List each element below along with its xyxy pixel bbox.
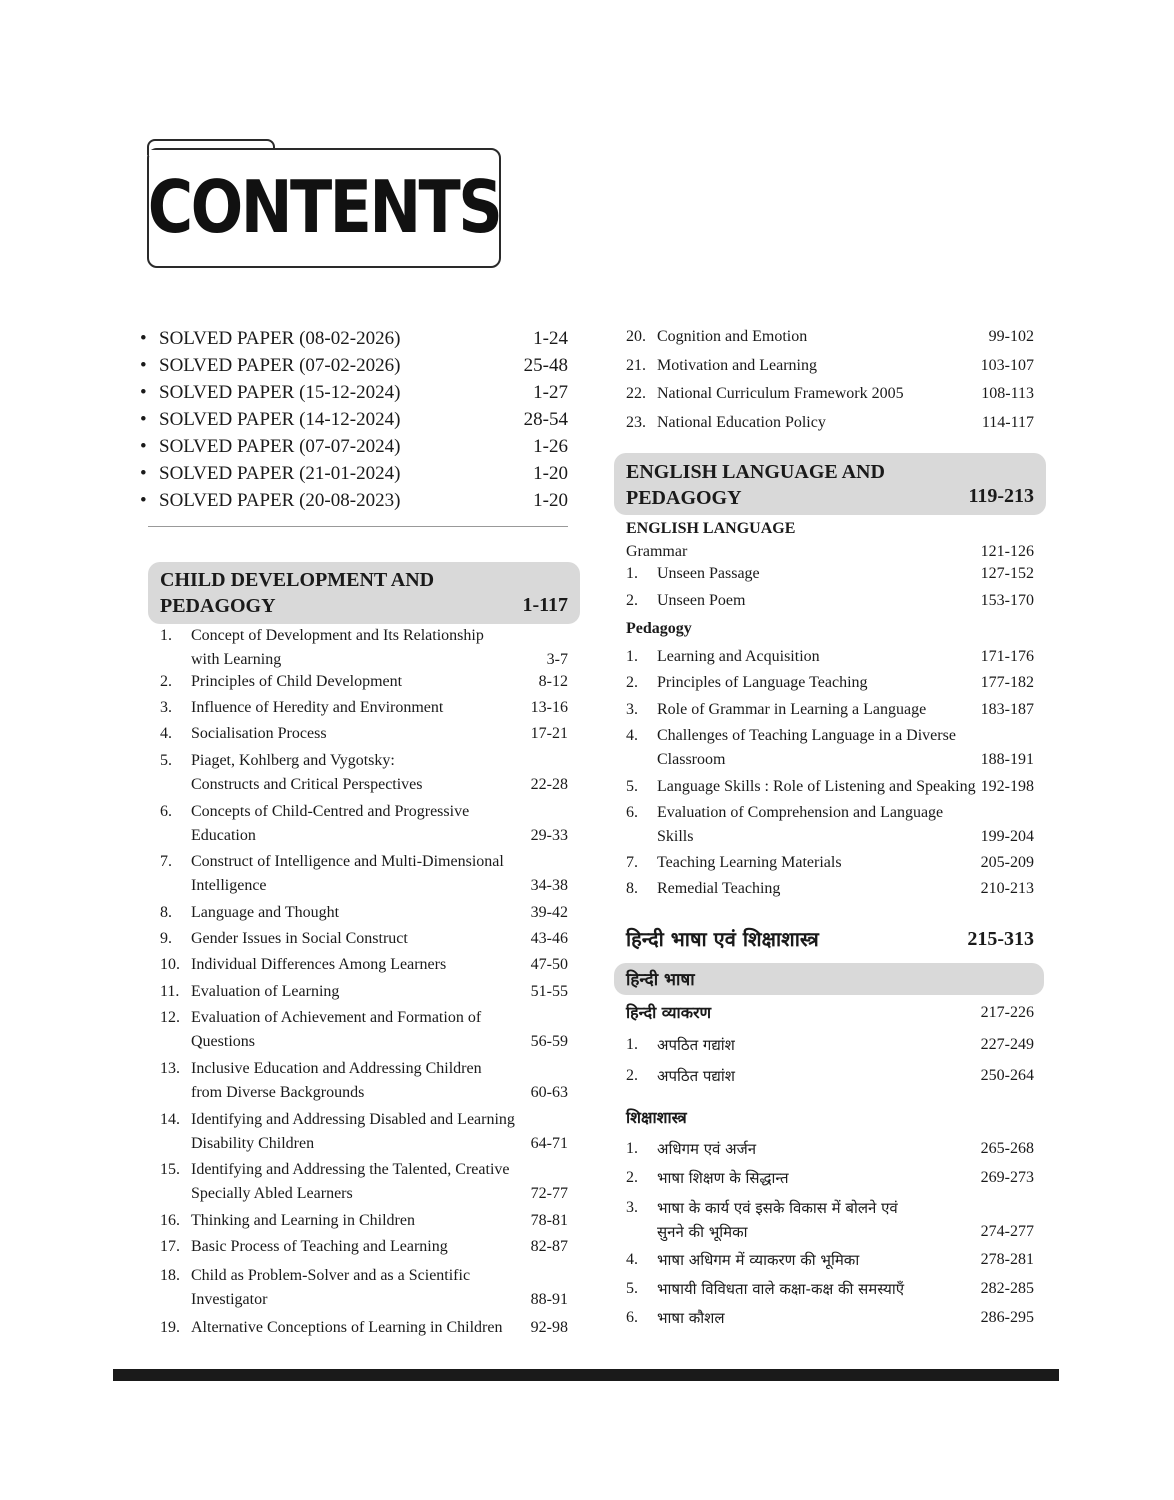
entry-pages: 64-71 [530,1135,568,1152]
entry-title: Role of Grammar in Learning a Language [657,701,927,718]
entry-pages: 13-16 [530,699,568,716]
toc-entry [626,671,1034,695]
entry-title: Alternative Conceptions of Learning in Children [191,1319,503,1336]
entry-title: Individual Differences Among Learners [191,956,447,973]
entry-number: 4. [626,727,638,744]
toc-entry [160,927,568,951]
bullet-icon: • [140,328,147,349]
grammar-pages: 121-126 [980,543,1034,560]
english-pages: 119-213 [968,485,1034,507]
hindi-grammar-pages: 217-226 [980,1004,1034,1021]
toc-entry [626,698,1034,722]
solved-paper-pages: 1-20 [533,463,568,484]
entry-title: Gender Issues in Social Construct [191,930,408,947]
entry-number: 20. [626,328,646,345]
bullet-icon: • [140,463,147,484]
toc-entry [160,1006,568,1054]
toc-entry [626,1064,1034,1088]
entry-title-line2: from Diverse Backgrounds [191,1084,365,1101]
toc-entry [626,724,1034,772]
bullet-icon: • [140,409,147,430]
entry-number: 3. [160,699,172,716]
toc-entry [626,1248,1034,1272]
entry-pages: 227-249 [980,1036,1034,1053]
toc-entry [160,1209,568,1233]
entry-title: Unseen Poem [657,592,746,609]
entry-title-line2: Disability Children [191,1135,315,1152]
entry-title: Principles of Language Teaching [657,674,868,691]
solved-paper-label: SOLVED PAPER (14-12-2024) [159,409,401,430]
entry-pages: 3-7 [546,651,568,668]
entry-title: Socialisation Process [191,725,327,742]
solved-paper-label: SOLVED PAPER (07-02-2026) [159,355,401,376]
entry-pages: 177-182 [980,674,1034,691]
entry-number: 1. [626,565,638,582]
entry-number: 11. [160,983,180,1000]
entry-title: भाषा कौशल [657,1309,725,1327]
entry-pages: 108-113 [981,385,1034,402]
hindi-section-heading [626,924,1034,954]
entry-pages: 183-187 [980,701,1034,718]
entry-pages: 92-98 [530,1319,568,1336]
entry-title: Construct of Intelligence and Multi-Dimensional [191,853,504,870]
entry-title: भाषा अधिगम में व्याकरण की भूमिका [657,1251,860,1269]
entry-pages: 56-59 [530,1033,568,1050]
entry-pages: 82-87 [530,1238,568,1255]
solved-paper-label: SOLVED PAPER (08-02-2026) [159,328,401,349]
entry-title-line2: Specially Abled Learners [191,1185,353,1202]
toc-entry [160,1108,568,1156]
entry-title-line2: Education [191,827,256,844]
toc-entry [626,1306,1034,1330]
entry-number: 6. [626,1309,638,1326]
toc-entry [160,624,568,672]
solved-paper-label: SOLVED PAPER (07-07-2024) [159,436,401,457]
bullet-icon: • [140,436,147,457]
entry-number: 5. [626,1280,638,1297]
entry-number: 3. [626,1199,638,1216]
entry-number: 1. [160,627,172,644]
entry-pages: 60-63 [530,1084,568,1101]
entry-number: 9. [160,930,172,947]
entry-pages: 72-77 [530,1185,568,1202]
toc-entry [626,589,1034,613]
entry-number: 5. [160,752,172,769]
toc-entry [626,775,1034,799]
entry-title: भाषायी विविधता वाले कक्षा-कक्ष की समस्याएँ [657,1280,904,1298]
page-title: CONTENTS [147,165,501,249]
bullet-icon: • [140,490,147,511]
english-language-heading: ENGLISH LANGUAGE [626,520,796,537]
entry-title: Learning and Acquisition [657,648,820,665]
entry-title: Child as Problem-Solver and as a Scientific [191,1267,471,1284]
entry-number: 12. [160,1009,180,1026]
toc-entry [160,850,568,898]
solved-paper-pages: 1-27 [533,382,568,403]
entry-number: 8. [160,904,172,921]
toc-entry [160,980,568,1004]
entry-pages: 8-12 [538,673,568,690]
grammar-label: Grammar [626,543,688,560]
entry-title: भाषा के कार्य एवं इसके विकास में बोलने एवं [657,1199,898,1217]
entry-title: National Curriculum Framework 2005 [657,385,904,402]
entry-pages: 210-213 [980,880,1034,897]
entry-title: भाषा शिक्षण के सिद्धान्त [657,1169,789,1187]
toc-entry [626,1033,1034,1057]
entry-pages: 265-268 [980,1140,1034,1157]
entry-title: Piaget, Kohlberg and Vygotsky: [191,752,395,769]
toc-entry [160,1235,568,1259]
entry-title: Evaluation of Achievement and Formation of [191,1009,482,1026]
toc-entry [160,670,568,694]
toc-entry [626,562,1034,586]
entry-pages: 34-38 [530,877,568,894]
entry-number: 22. [626,385,646,402]
entry-number: 2. [626,592,638,609]
entry-pages: 171-176 [980,648,1034,665]
entry-number: 2. [626,674,638,691]
entry-title-line2: with Learning [191,651,282,668]
entry-pages: 103-107 [980,357,1034,374]
toc-entry [626,801,1034,849]
entry-number: 1. [626,1140,638,1157]
entry-pages: 43-46 [530,930,568,947]
entry-pages: 188-191 [980,751,1034,768]
entry-title: Principles of Child Development [191,673,403,690]
entry-title: Concept of Development and Its Relationship [191,627,484,644]
hindi-title: हिन्दी भाषा एवं शिक्षाशास्त्र [626,927,819,951]
entry-number: 4. [626,1251,638,1268]
entry-title: Evaluation of Learning [191,983,340,1000]
entry-pages: 250-264 [980,1067,1034,1084]
toc-entry [626,382,1034,406]
entry-title: Identifying and Addressing the Talented, Creative [191,1161,510,1178]
toc-entry [160,1316,568,1340]
entry-title-line2: Questions [191,1033,255,1050]
entry-number: 8. [626,880,638,897]
entry-number: 16. [160,1212,180,1229]
entry-number: 1. [626,648,638,665]
entry-number: 14. [160,1111,180,1128]
entry-title: अधिगम एवं अर्जन [657,1140,757,1158]
solved-paper-label: SOLVED PAPER (15-12-2024) [159,382,401,403]
entry-number: 5. [626,778,638,795]
entry-title: Remedial Teaching [657,880,781,897]
toc-entry [626,325,1034,349]
toc-entry [160,696,568,720]
toc-entry [160,901,568,925]
entry-pages: 39-42 [530,904,568,921]
english-title-line2: PEDAGOGY [626,487,742,509]
toc-entry [626,877,1034,901]
entry-title-line2: Classroom [657,751,726,768]
entry-number: 19. [160,1319,180,1336]
hindi-pedagogy-heading: शिक्षाशास्त्र [626,1108,687,1127]
entry-number: 1. [626,1036,638,1053]
entry-number: 13. [160,1060,180,1077]
cdp-title-line2: PEDAGOGY [160,595,276,617]
entry-pages: 29-33 [530,827,568,844]
entry-title: Thinking and Learning in Children [191,1212,415,1229]
toc-entry [160,1264,568,1312]
entry-number: 3. [626,701,638,718]
solved-paper-pages: 28-54 [523,409,568,430]
toc-entry [626,1166,1034,1190]
entry-number: 2. [626,1067,638,1084]
toc-entry [626,411,1034,435]
toc-entry [626,354,1034,378]
solved-paper-pages: 25-48 [523,355,568,376]
hindi-grammar-label: हिन्दी व्याकरण [626,1003,712,1022]
entry-number: 2. [160,673,172,690]
toc-entry [160,749,568,797]
toc-entry [626,645,1034,669]
entry-number: 2. [626,1169,638,1186]
entry-pages: 269-273 [980,1169,1034,1186]
entry-pages: 22-28 [530,776,568,793]
entry-number: 15. [160,1161,180,1178]
entry-title: Evaluation of Comprehension and Language [657,804,944,821]
toc-entry [626,1137,1034,1161]
toc-entry [160,1158,568,1206]
entry-pages: 99-102 [988,328,1034,345]
entry-title: Basic Process of Teaching and Learning [191,1238,448,1255]
toc-entry [160,800,568,848]
entry-title: Unseen Passage [657,565,760,582]
entry-pages: 78-81 [530,1212,568,1229]
entry-pages: 199-204 [980,828,1034,845]
entry-title: Language and Thought [191,904,340,921]
toc-entry [626,1196,1034,1244]
entry-number: 18. [160,1267,180,1284]
entry-pages: 282-285 [980,1280,1034,1297]
entry-pages: 88-91 [530,1291,568,1308]
toc-entry [160,722,568,746]
solved-paper-label: SOLVED PAPER (20-08-2023) [159,490,401,511]
entry-pages: 205-209 [980,854,1034,871]
entry-number: 17. [160,1238,180,1255]
entry-number: 23. [626,414,646,431]
entry-number: 7. [160,853,172,870]
entry-title: Inclusive Education and Addressing Children [191,1060,482,1077]
entry-title: Identifying and Addressing Disabled and Learning [191,1111,515,1128]
entry-title: Cognition and Emotion [657,328,808,345]
entry-number: 4. [160,725,172,742]
solved-paper-label: SOLVED PAPER (21-01-2024) [159,463,401,484]
entry-title: Challenges of Teaching Language in a Diverse [657,727,956,744]
hindi-language-label: हिन्दी भाषा [626,970,695,990]
bullet-icon: • [140,382,147,403]
entry-pages: 192-198 [980,778,1034,795]
entry-pages: 274-277 [980,1223,1034,1240]
entry-title: Teaching Learning Materials [657,854,842,871]
entry-number: 21. [626,357,646,374]
entry-number: 6. [626,804,638,821]
solved-paper-pages: 1-24 [533,328,568,349]
toc-entry [626,851,1034,875]
divider [148,526,568,527]
entry-title-line2: Skills [657,828,694,845]
english-pedagogy-heading: Pedagogy [626,620,692,637]
entry-title: Motivation and Learning [657,357,817,374]
entry-pages: 286-295 [980,1309,1034,1326]
toc-entry [160,1057,568,1105]
entry-pages: 51-55 [530,983,568,1000]
bullet-icon: • [140,355,147,376]
entry-title-line2: सुनने की भूमिका [657,1223,748,1241]
entry-number: 7. [626,854,638,871]
footer-bar [113,1369,1059,1381]
cdp-pages: 1-117 [522,594,568,616]
english-title-line1: ENGLISH LANGUAGE AND [626,461,885,483]
entry-pages: 114-117 [981,414,1034,431]
entry-title-line2: Intelligence [191,877,267,894]
toc-entry [160,953,568,977]
entry-pages: 17-21 [530,725,568,742]
entry-title: Concepts of Child-Centred and Progressive [191,803,470,820]
entry-pages: 127-152 [980,565,1034,582]
hindi-pages: 215-313 [967,928,1034,950]
entry-number: 6. [160,803,172,820]
entry-pages: 153-170 [980,592,1034,609]
toc-entry [626,1277,1034,1301]
entry-title: Influence of Heredity and Environment [191,699,444,716]
entry-pages: 47-50 [530,956,568,973]
solved-paper-pages: 1-20 [533,490,568,511]
entry-number: 10. [160,956,180,973]
entry-title: National Education Policy [657,414,826,431]
entry-title: अपठित गद्यांश [657,1036,735,1054]
entry-title: अपठित पद्यांश [657,1067,735,1085]
cdp-title-line1: CHILD DEVELOPMENT AND [160,569,435,591]
entry-pages: 278-281 [980,1251,1034,1268]
entry-title-line2: Constructs and Critical Perspectives [191,776,423,793]
entry-title-line2: Investigator [191,1291,268,1308]
entry-title: Language Skills : Role of Listening and Speaking [657,778,976,795]
solved-paper-pages: 1-26 [533,436,568,457]
